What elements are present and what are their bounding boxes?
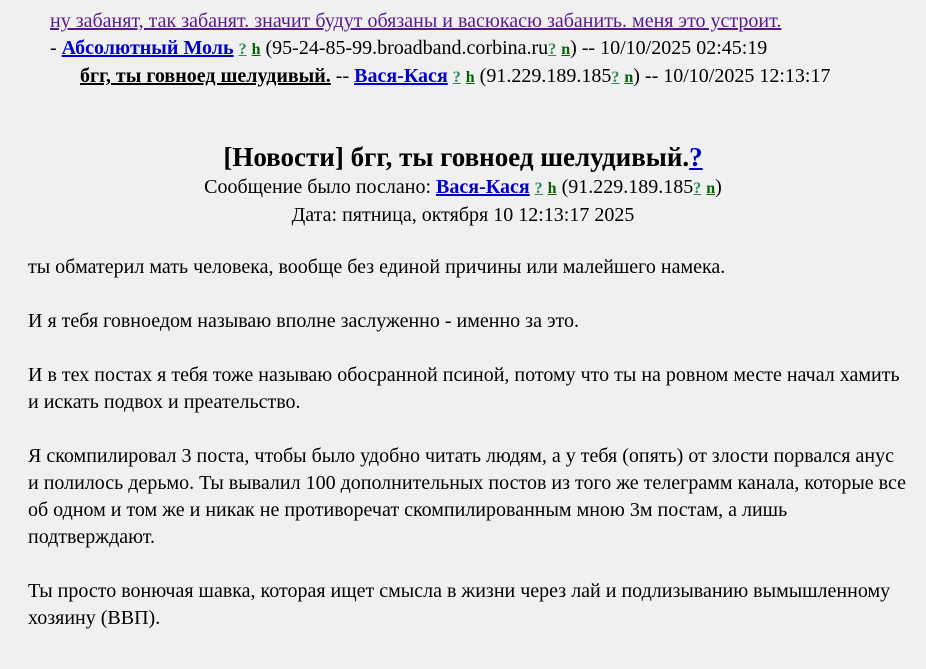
post-date: Дата: пятница, октября 10 12:13:17 2025 — [291, 204, 635, 226]
current-author-history-link[interactable]: h — [465, 69, 475, 86]
current-host-info-link[interactable]: ? — [611, 69, 620, 86]
thread-reply-row — [50, 35, 926, 63]
reply-timestamp: ) -- 10/10/2025 02:45:19 — [570, 37, 768, 59]
current-sep: -- — [335, 65, 350, 87]
thread-tree — [50, 8, 926, 91]
post-paragraph: ты обматерил мать человека, вообще без единой причины или малейшего намека. — [28, 256, 726, 278]
post-host-info-link[interactable]: ? — [693, 180, 702, 197]
current-host: (91.229.189.185 — [479, 65, 612, 87]
reply-author-info-link[interactable]: ? — [238, 41, 247, 58]
thread-parent-row — [50, 8, 926, 35]
reply-dash: - — [50, 37, 57, 59]
thread-current-row — [50, 63, 910, 91]
current-author-info-link[interactable]: ? — [452, 69, 461, 86]
post-sender-line — [0, 174, 926, 202]
post-paragraph: И я тебя говноедом называю вполне заслуженно - именно за это. — [28, 310, 580, 332]
thread-parent-link[interactable]: ну забанят, так забанят. значит будут обязаны и васюкасю забанить. меня это устроит. — [50, 10, 782, 32]
post-title-text: [Новости] бгг, ты говноед шелудивый. — [223, 142, 690, 172]
current-author-link[interactable]: Вася-Кася — [354, 65, 448, 87]
post-author-info-link[interactable]: ? — [534, 180, 543, 197]
post-title-help-link[interactable]: ? — [689, 142, 703, 172]
post-host-n-link[interactable]: n — [706, 180, 716, 197]
reply-author-link[interactable]: Абсолютный Моль — [61, 37, 234, 59]
post-title — [0, 140, 926, 174]
post-paragraph: Я скомпилировал 3 поста, чтобы было удобно читать людям, а у тебя (опять) от злости порвался анус и полилось дерьмо. Ты вывалил 100 дополнительных постов из того же телеграмм канала, которые все об одном и том же и никак не противоречат скомпилированным мною 3м постам, а лишь подтверждают. — [28, 445, 906, 548]
post-paragraph: Ты просто вонючая шавка, которая ищет смысла в жизни через лай и подлизыванию вымышленному хозяину (ВВП). — [28, 580, 891, 629]
reply-host-info-link[interactable]: ? — [548, 41, 557, 58]
reply-host-n-link[interactable]: n — [561, 41, 571, 58]
sent-label: Сообщение было послано: — [204, 176, 432, 198]
post-author-history-link[interactable]: h — [547, 180, 557, 197]
post-paragraph: И в тех постах я тебя тоже называю обосранной псиной, потому что ты на ровном месте начал хамить и искать подвох и преательство. — [28, 364, 900, 413]
reply-host: (95-24-85-99.broadband.corbina.ru — [265, 37, 549, 59]
post-author-link[interactable]: Вася-Кася — [436, 176, 530, 198]
current-timestamp: ) -- 10/10/2025 12:13:17 — [633, 65, 831, 87]
post-host: (91.229.189.185 — [561, 176, 694, 198]
post-host-close: ) — [715, 176, 722, 198]
post-body — [28, 254, 908, 659]
current-host-n-link[interactable]: n — [624, 69, 634, 86]
post-header — [0, 140, 926, 229]
reply-author-history-link[interactable]: h — [251, 41, 261, 58]
current-post-title: бгг, ты говноед шелудивый. — [80, 65, 331, 87]
